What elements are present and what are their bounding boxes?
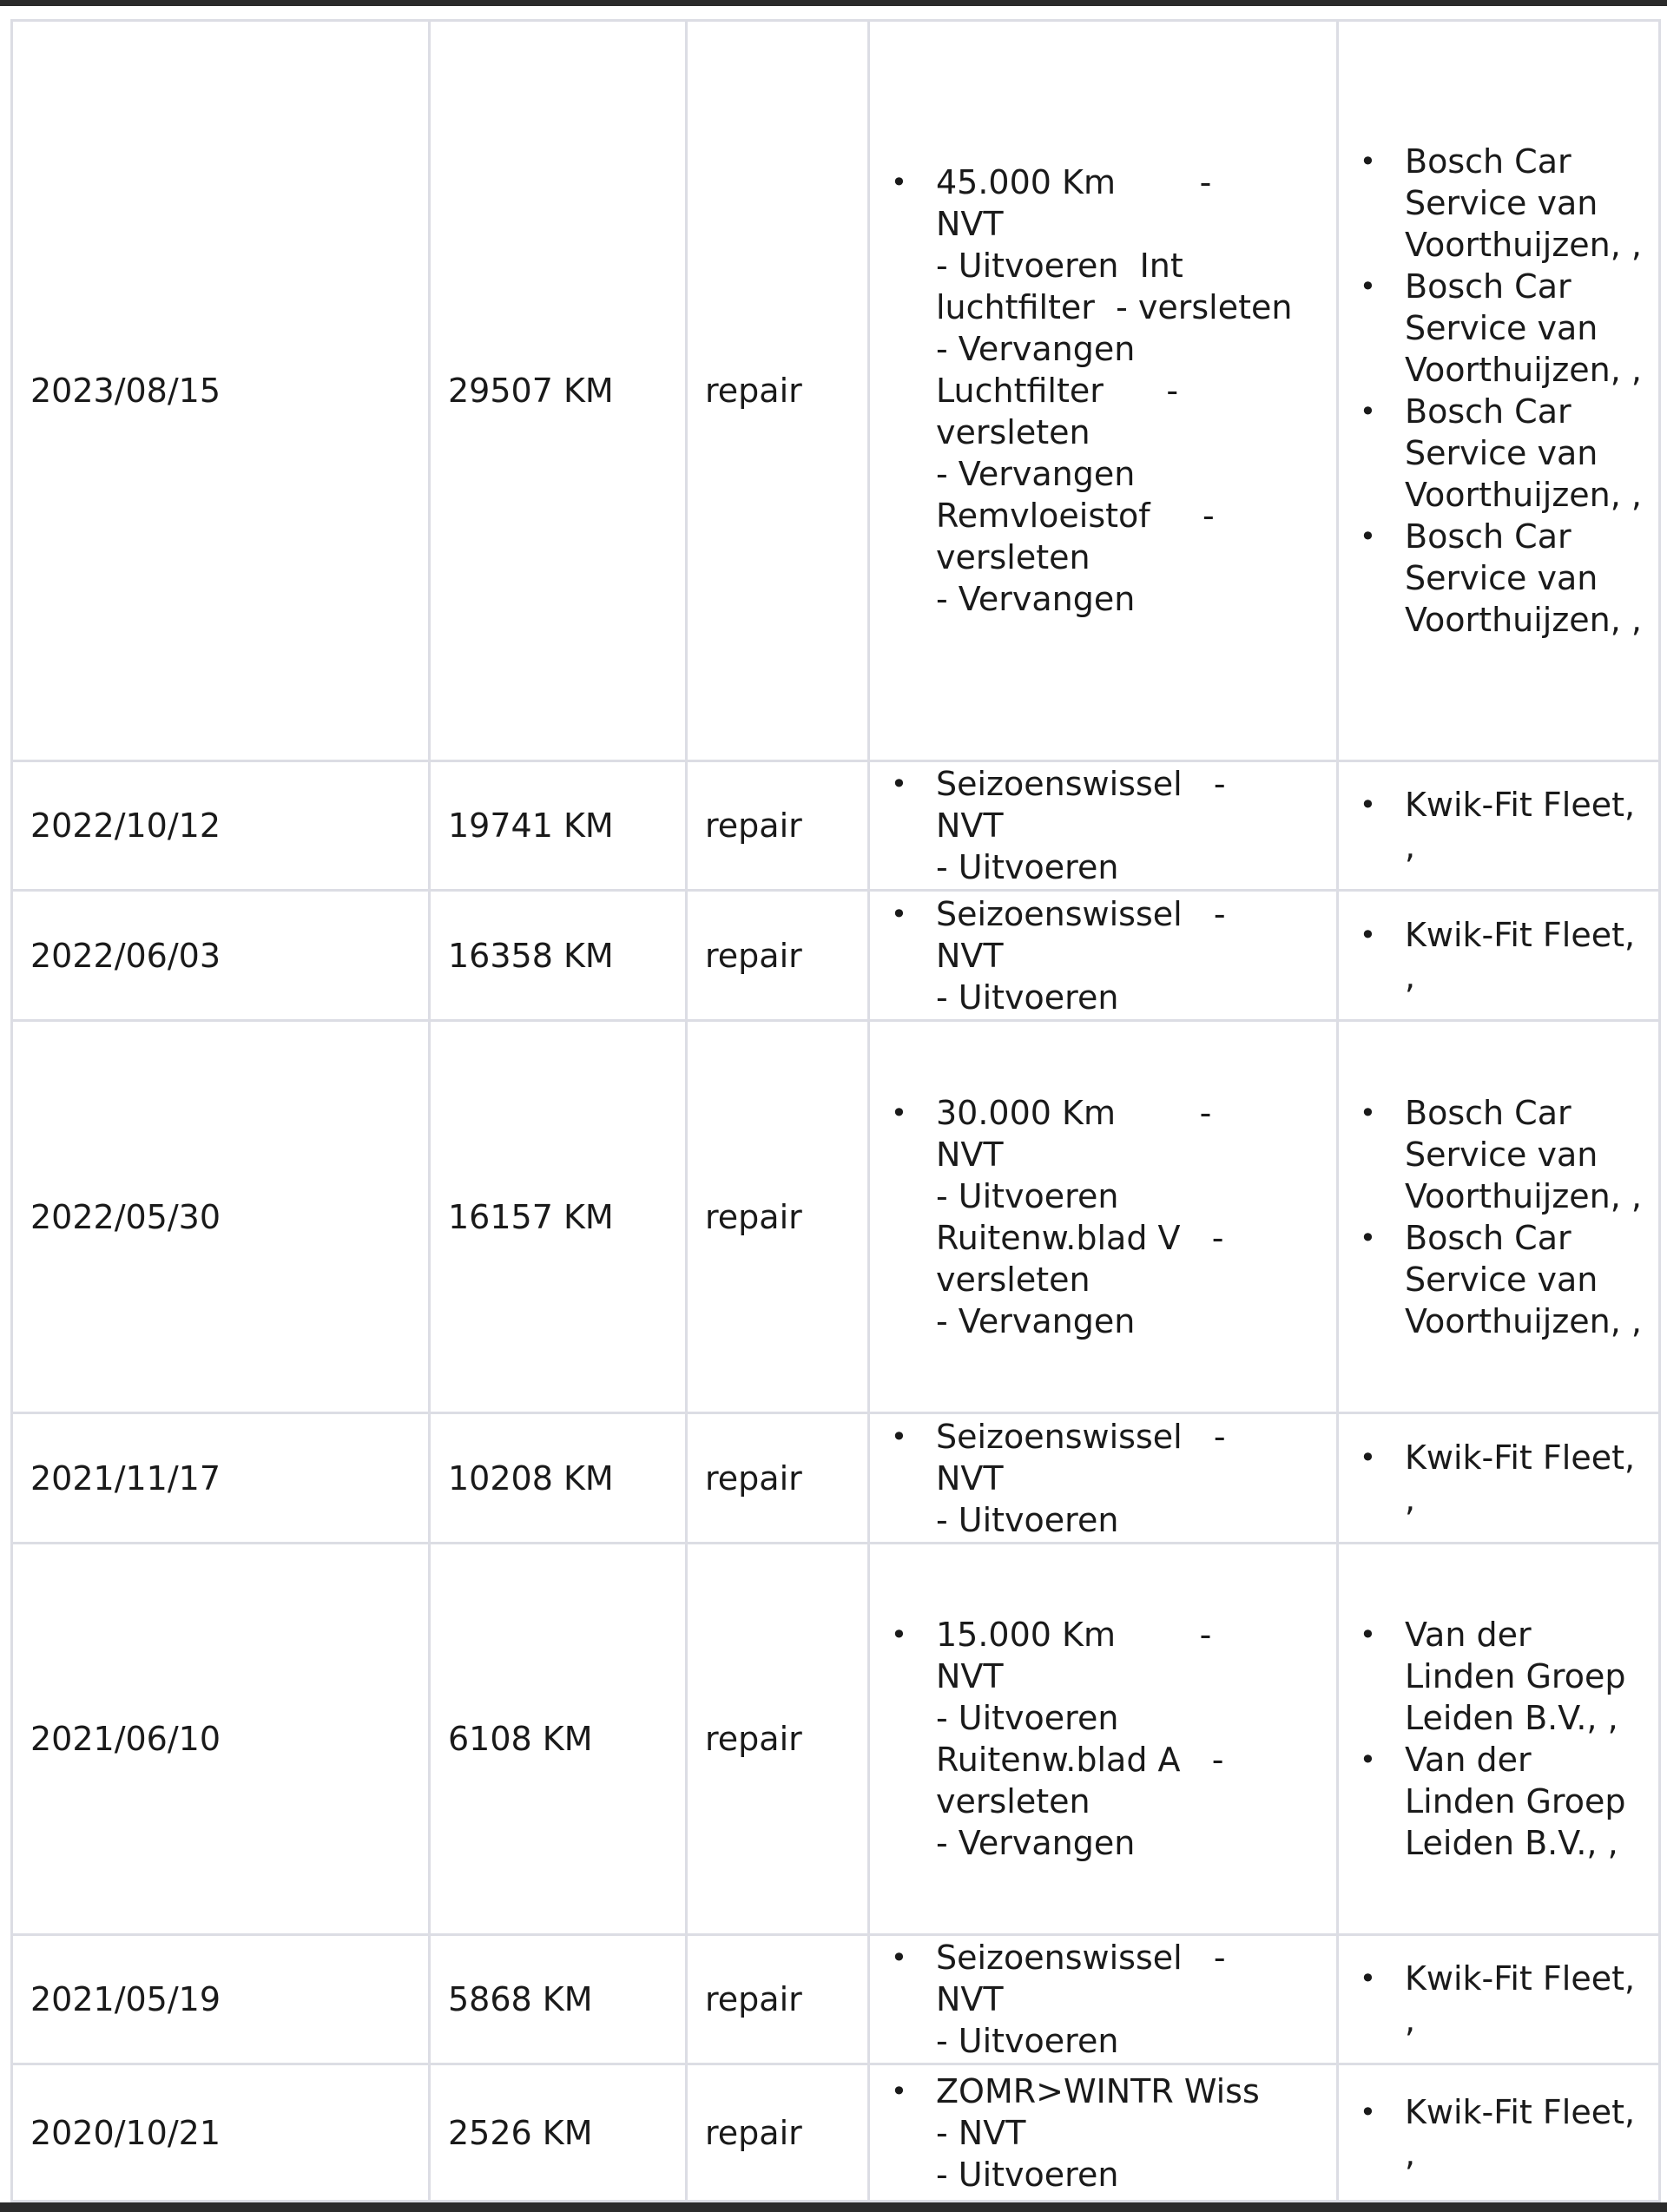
work-description [869, 1544, 1338, 1935]
service-date: 2022/06/03 [12, 891, 430, 1021]
table-row [12, 1413, 1660, 1544]
work-line: Luchtfilter - [936, 372, 1179, 410]
location-item: • Van der Linden Groep Leiden B.V., , [1394, 1739, 1643, 1864]
location-list [1354, 2091, 1643, 2175]
location-item: • Kwik-Fit Fleet, , [1394, 2091, 1643, 2175]
service-history-table-wrap [10, 19, 1658, 2200]
work-line: - Vervangen [936, 580, 1136, 618]
service-type: repair [687, 1413, 869, 1544]
work-list [886, 893, 1321, 1018]
odometer-reading: 16358 KM [430, 891, 687, 1021]
work-item [926, 1614, 1321, 1864]
work-line: • Seizoenswissel - [936, 894, 1226, 933]
work-item [926, 161, 1321, 620]
work-list [886, 1937, 1321, 2062]
work-item [926, 2070, 1321, 2196]
odometer-reading: 2526 KM [430, 2064, 687, 2202]
service-date: 2020/10/21 [12, 2064, 430, 2202]
service-type: repair [687, 1935, 869, 2064]
location-list [1354, 1614, 1643, 1864]
work-description [869, 2064, 1338, 2202]
service-type: repair [687, 21, 869, 761]
service-location [1338, 21, 1660, 761]
work-line: - Vervangen [936, 455, 1136, 493]
work-line: NVT [936, 806, 1004, 845]
location-item: • Kwik-Fit Fleet, , [1394, 1958, 1643, 2041]
location-item: • Bosch Car Service van Voorthuijzen, , [1394, 141, 1643, 266]
work-line: • Seizoenswissel - [936, 1939, 1226, 1977]
work-description [869, 1021, 1338, 1413]
service-date: 2022/05/30 [12, 1021, 430, 1413]
work-item [926, 763, 1321, 888]
location-item: • Kwik-Fit Fleet, , [1394, 914, 1643, 997]
table-row [12, 2064, 1660, 2202]
work-description [869, 1413, 1338, 1544]
bottom-border [0, 2202, 1667, 2212]
work-line: - NVT [936, 2113, 1026, 2152]
work-line: NVT [936, 1980, 1004, 2018]
location-list [1354, 784, 1643, 867]
table-row [12, 1021, 1660, 1413]
location-item: • Bosch Car Service van Voorthuijzen, , [1394, 1217, 1643, 1342]
service-location [1338, 2064, 1660, 2202]
work-line: versleten [936, 1782, 1090, 1820]
work-item [926, 893, 1321, 1018]
work-line: NVT [936, 1458, 1004, 1498]
work-list [886, 763, 1321, 888]
work-line: NVT [936, 205, 1004, 243]
work-list [886, 1092, 1321, 1342]
work-line: - Uitvoeren [936, 2155, 1119, 2194]
work-line: versleten [936, 413, 1090, 451]
work-line: • Seizoenswissel - [936, 765, 1226, 803]
service-location [1338, 761, 1660, 891]
service-location [1338, 891, 1660, 1021]
work-line: Ruitenw.blad A - [936, 1741, 1224, 1779]
work-list [886, 2070, 1321, 2196]
work-list [886, 161, 1321, 620]
work-line: • ZOMR>WINTR Wiss [936, 2071, 1260, 2110]
location-list [1354, 914, 1643, 997]
work-description [869, 1935, 1338, 2064]
work-line: - Vervangen [936, 330, 1136, 368]
location-item: • Bosch Car Service van Voorthuijzen, , [1394, 266, 1643, 391]
service-date: 2021/06/10 [12, 1544, 430, 1935]
table-body [12, 21, 1660, 2202]
service-history-table [10, 19, 1661, 2202]
work-line: NVT [936, 1657, 1004, 1695]
work-line: - Uitvoeren Int [936, 247, 1183, 285]
odometer-reading: 16157 KM [430, 1021, 687, 1413]
service-date: 2022/10/12 [12, 761, 430, 891]
odometer-reading: 5868 KM [430, 1935, 687, 2064]
work-line: • 15.000 Km - [936, 1616, 1212, 1654]
service-type: repair [687, 1544, 869, 1935]
location-list [1354, 1958, 1643, 2041]
work-line: - Vervangen [936, 1824, 1136, 1862]
work-list [886, 1416, 1321, 1541]
table-row [12, 1935, 1660, 2064]
table-row [12, 1544, 1660, 1935]
service-type: repair [687, 2064, 869, 2202]
work-line: - Uitvoeren [936, 978, 1119, 1017]
table-row [12, 891, 1660, 1021]
location-item: • Kwik-Fit Fleet, , [1394, 784, 1643, 867]
work-line: luchtfilter - versleten [936, 288, 1293, 326]
work-line: NVT [936, 1135, 1004, 1174]
location-item: • Van der Linden Groep Leiden B.V., , [1394, 1614, 1643, 1739]
work-line: • 30.000 Km - [936, 1093, 1212, 1132]
work-line: versleten [936, 1260, 1090, 1299]
work-line: Remvloeistof - [936, 497, 1215, 535]
work-line: - Vervangen [936, 1301, 1136, 1340]
work-line: - Uitvoeren [936, 848, 1119, 886]
work-line: NVT [936, 936, 1004, 975]
location-list [1354, 141, 1643, 641]
table-row [12, 761, 1660, 891]
work-line: versleten [936, 538, 1090, 576]
work-item [926, 1416, 1321, 1541]
location-list [1354, 1437, 1643, 1520]
top-border [0, 0, 1667, 6]
location-item: • Bosch Car Service van Voorthuijzen, , [1394, 516, 1643, 641]
work-line: - Uitvoeren [936, 1176, 1119, 1215]
location-item: • Bosch Car Service van Voorthuijzen, , [1394, 391, 1643, 516]
work-description [869, 891, 1338, 1021]
work-line: Ruitenw.blad V - [936, 1218, 1224, 1257]
work-line: • Seizoenswissel - [936, 1417, 1226, 1456]
work-item [926, 1092, 1321, 1342]
work-line: - Uitvoeren [936, 1699, 1119, 1737]
work-list [886, 1614, 1321, 1864]
service-type: repair [687, 891, 869, 1021]
service-date: 2021/11/17 [12, 1413, 430, 1544]
location-list [1354, 1092, 1643, 1342]
location-item: • Bosch Car Service van Voorthuijzen, , [1394, 1092, 1643, 1217]
work-item [926, 1937, 1321, 2062]
service-type: repair [687, 761, 869, 891]
service-date: 2023/08/15 [12, 21, 430, 761]
work-line: • 45.000 Km - [936, 163, 1212, 201]
service-date: 2021/05/19 [12, 1935, 430, 2064]
work-line: - Uitvoeren [936, 1500, 1119, 1539]
work-description [869, 21, 1338, 761]
table-row [12, 21, 1660, 761]
service-location [1338, 1413, 1660, 1544]
odometer-reading: 6108 KM [430, 1544, 687, 1935]
location-item: • Kwik-Fit Fleet, , [1394, 1437, 1643, 1520]
odometer-reading: 19741 KM [430, 761, 687, 891]
work-line: - Uitvoeren [936, 2022, 1119, 2060]
service-location [1338, 1544, 1660, 1935]
service-type: repair [687, 1021, 869, 1413]
odometer-reading: 29507 KM [430, 21, 687, 761]
service-location [1338, 1021, 1660, 1413]
odometer-reading: 10208 KM [430, 1413, 687, 1544]
service-location [1338, 1935, 1660, 2064]
work-description [869, 761, 1338, 891]
